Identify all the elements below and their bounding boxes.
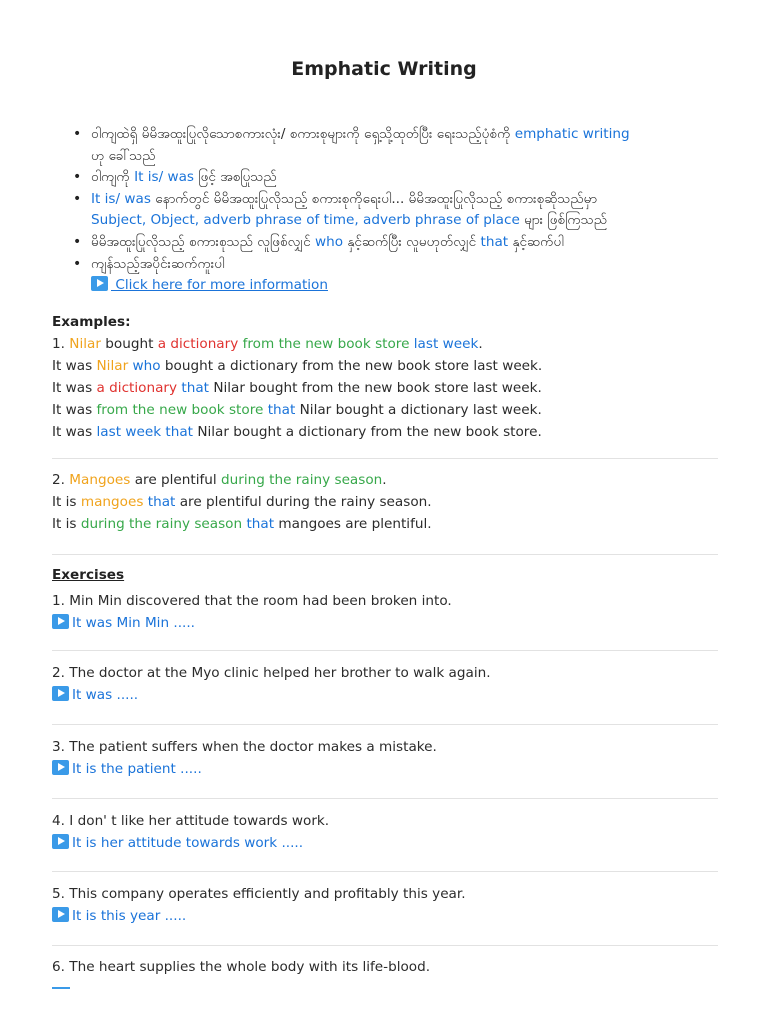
exercise-question: 2. The doctor at the Myo clinic helped her brother to walk again. bbox=[52, 665, 491, 681]
highlight-text: who bbox=[314, 233, 344, 250]
play-icon bbox=[52, 760, 69, 775]
highlight-text: emphatic writing bbox=[514, 126, 630, 142]
divider bbox=[52, 650, 718, 651]
highlight-text: It is/ was bbox=[134, 169, 195, 186]
play-icon bbox=[52, 686, 69, 701]
divider bbox=[52, 458, 718, 459]
divider bbox=[52, 724, 718, 725]
exercise-question: 6. The heart supplies the whole body with its life-blood. bbox=[52, 959, 431, 975]
list-item bbox=[70, 167, 730, 189]
example-sentence: 1. Nilar bought a dictionary from the new book store last week. bbox=[52, 336, 483, 352]
play-icon bbox=[52, 987, 70, 989]
example-sentence: It is during the rainy season that mangoes are plentiful. bbox=[52, 516, 432, 532]
exercises-heading-block bbox=[52, 564, 718, 586]
exercises-heading: Exercises bbox=[52, 567, 125, 583]
exercise-item bbox=[52, 810, 718, 854]
example-2 bbox=[52, 469, 718, 535]
example-sentence: It is mangoes that are plentiful during the rainy season. bbox=[52, 494, 432, 510]
example-sentence: It was from the new book store that Nilar bought a dictionary last week. bbox=[52, 402, 542, 418]
example-sentence: 2. Mangoes are plentiful during the rainy season. bbox=[52, 472, 387, 488]
rule-text: နောက်တွင် မိမိအထူးပြုလိုသည့် စကားစုကိုရေးပါ... မိမိအထူးပြုလိုသည့် စကားစုဆိုသည်မှာ bbox=[150, 190, 598, 207]
rule-text: ဟု ခေါ်သည် bbox=[91, 147, 156, 164]
exercise-item bbox=[52, 590, 718, 634]
exercise-answer: It is this year ..... bbox=[52, 905, 718, 927]
exercise-question: 4. I don' t like her attitude towards work. bbox=[52, 813, 330, 829]
exercise-item bbox=[52, 662, 718, 706]
rule-text: ဝါကျထဲရှိ မိမိအထူးပြုလိုသောစကားလုံး/ စကားစုများကို ရှေ့သို့ထုတ်ပြီး ရေးသည့်ပုံစံကို bbox=[91, 126, 515, 142]
exercise-question: 1. Min Min discovered that the room had been broken into. bbox=[52, 593, 452, 609]
exercise-item bbox=[52, 956, 718, 978]
rule-text: နှင့်ဆက်ပါ bbox=[508, 233, 564, 250]
play-icon bbox=[52, 834, 69, 849]
play-icon bbox=[91, 276, 108, 291]
highlight-text: Subject, Object, adverb phrase of time, adverb phrase of place bbox=[91, 212, 520, 229]
page-title: Emphatic Writing bbox=[291, 58, 477, 80]
exercise-answer: It was ..... bbox=[52, 684, 718, 706]
exercise-item bbox=[52, 736, 718, 780]
rule-text: မိမိအထူးပြုလိုသည့် စကားစုသည် လူဖြစ်လျှင် bbox=[91, 233, 315, 250]
list-item bbox=[70, 232, 730, 254]
exercise-answer: It is the patient ..... bbox=[52, 758, 718, 780]
divider bbox=[52, 798, 718, 799]
rule-text: ဖြင့် အစပြုသည် bbox=[194, 169, 277, 186]
list-item bbox=[70, 254, 730, 297]
list-item bbox=[70, 124, 730, 167]
rule-text: နှင့်ဆက်ပြီး လူမဟုတ်လျှင် bbox=[343, 233, 481, 250]
list-item bbox=[70, 189, 730, 232]
more-info-link[interactable]: Click here for more information bbox=[111, 277, 328, 294]
highlight-text: that bbox=[480, 233, 509, 250]
exercise-answer: It is her attitude towards work ..... bbox=[52, 832, 718, 854]
examples-heading: Examples: bbox=[52, 314, 131, 330]
rule-text: ဝါကျကို bbox=[91, 169, 135, 186]
example-sentence: It was Nilar who bought a dictionary from the new book store last week. bbox=[52, 358, 543, 374]
play-icon bbox=[52, 907, 69, 922]
divider bbox=[52, 871, 718, 872]
rules-list bbox=[70, 124, 730, 297]
examples-section bbox=[52, 311, 718, 443]
exercise-question: 5. This company operates efficiently and profitably this year. bbox=[52, 886, 466, 902]
exercise-question: 3. The patient suffers when the doctor makes a mistake. bbox=[52, 739, 437, 755]
example-sentence: It was last week that Nilar bought a dictionary from the new book store. bbox=[52, 424, 542, 440]
divider bbox=[52, 554, 718, 555]
play-icon bbox=[52, 614, 69, 629]
rule-text: များ ဖြစ်ကြသည် bbox=[519, 212, 607, 229]
exercise-answer: It was Min Min ..... bbox=[52, 612, 718, 634]
exercise-item bbox=[52, 883, 718, 927]
highlight-text: It is/ was bbox=[91, 190, 151, 207]
divider bbox=[52, 945, 718, 946]
rule-text: ကျန်သည့်အပိုင်းဆက်ကူးပါ bbox=[91, 255, 225, 272]
example-sentence: It was a dictionary that Nilar bought from the new book store last week. bbox=[52, 380, 542, 396]
